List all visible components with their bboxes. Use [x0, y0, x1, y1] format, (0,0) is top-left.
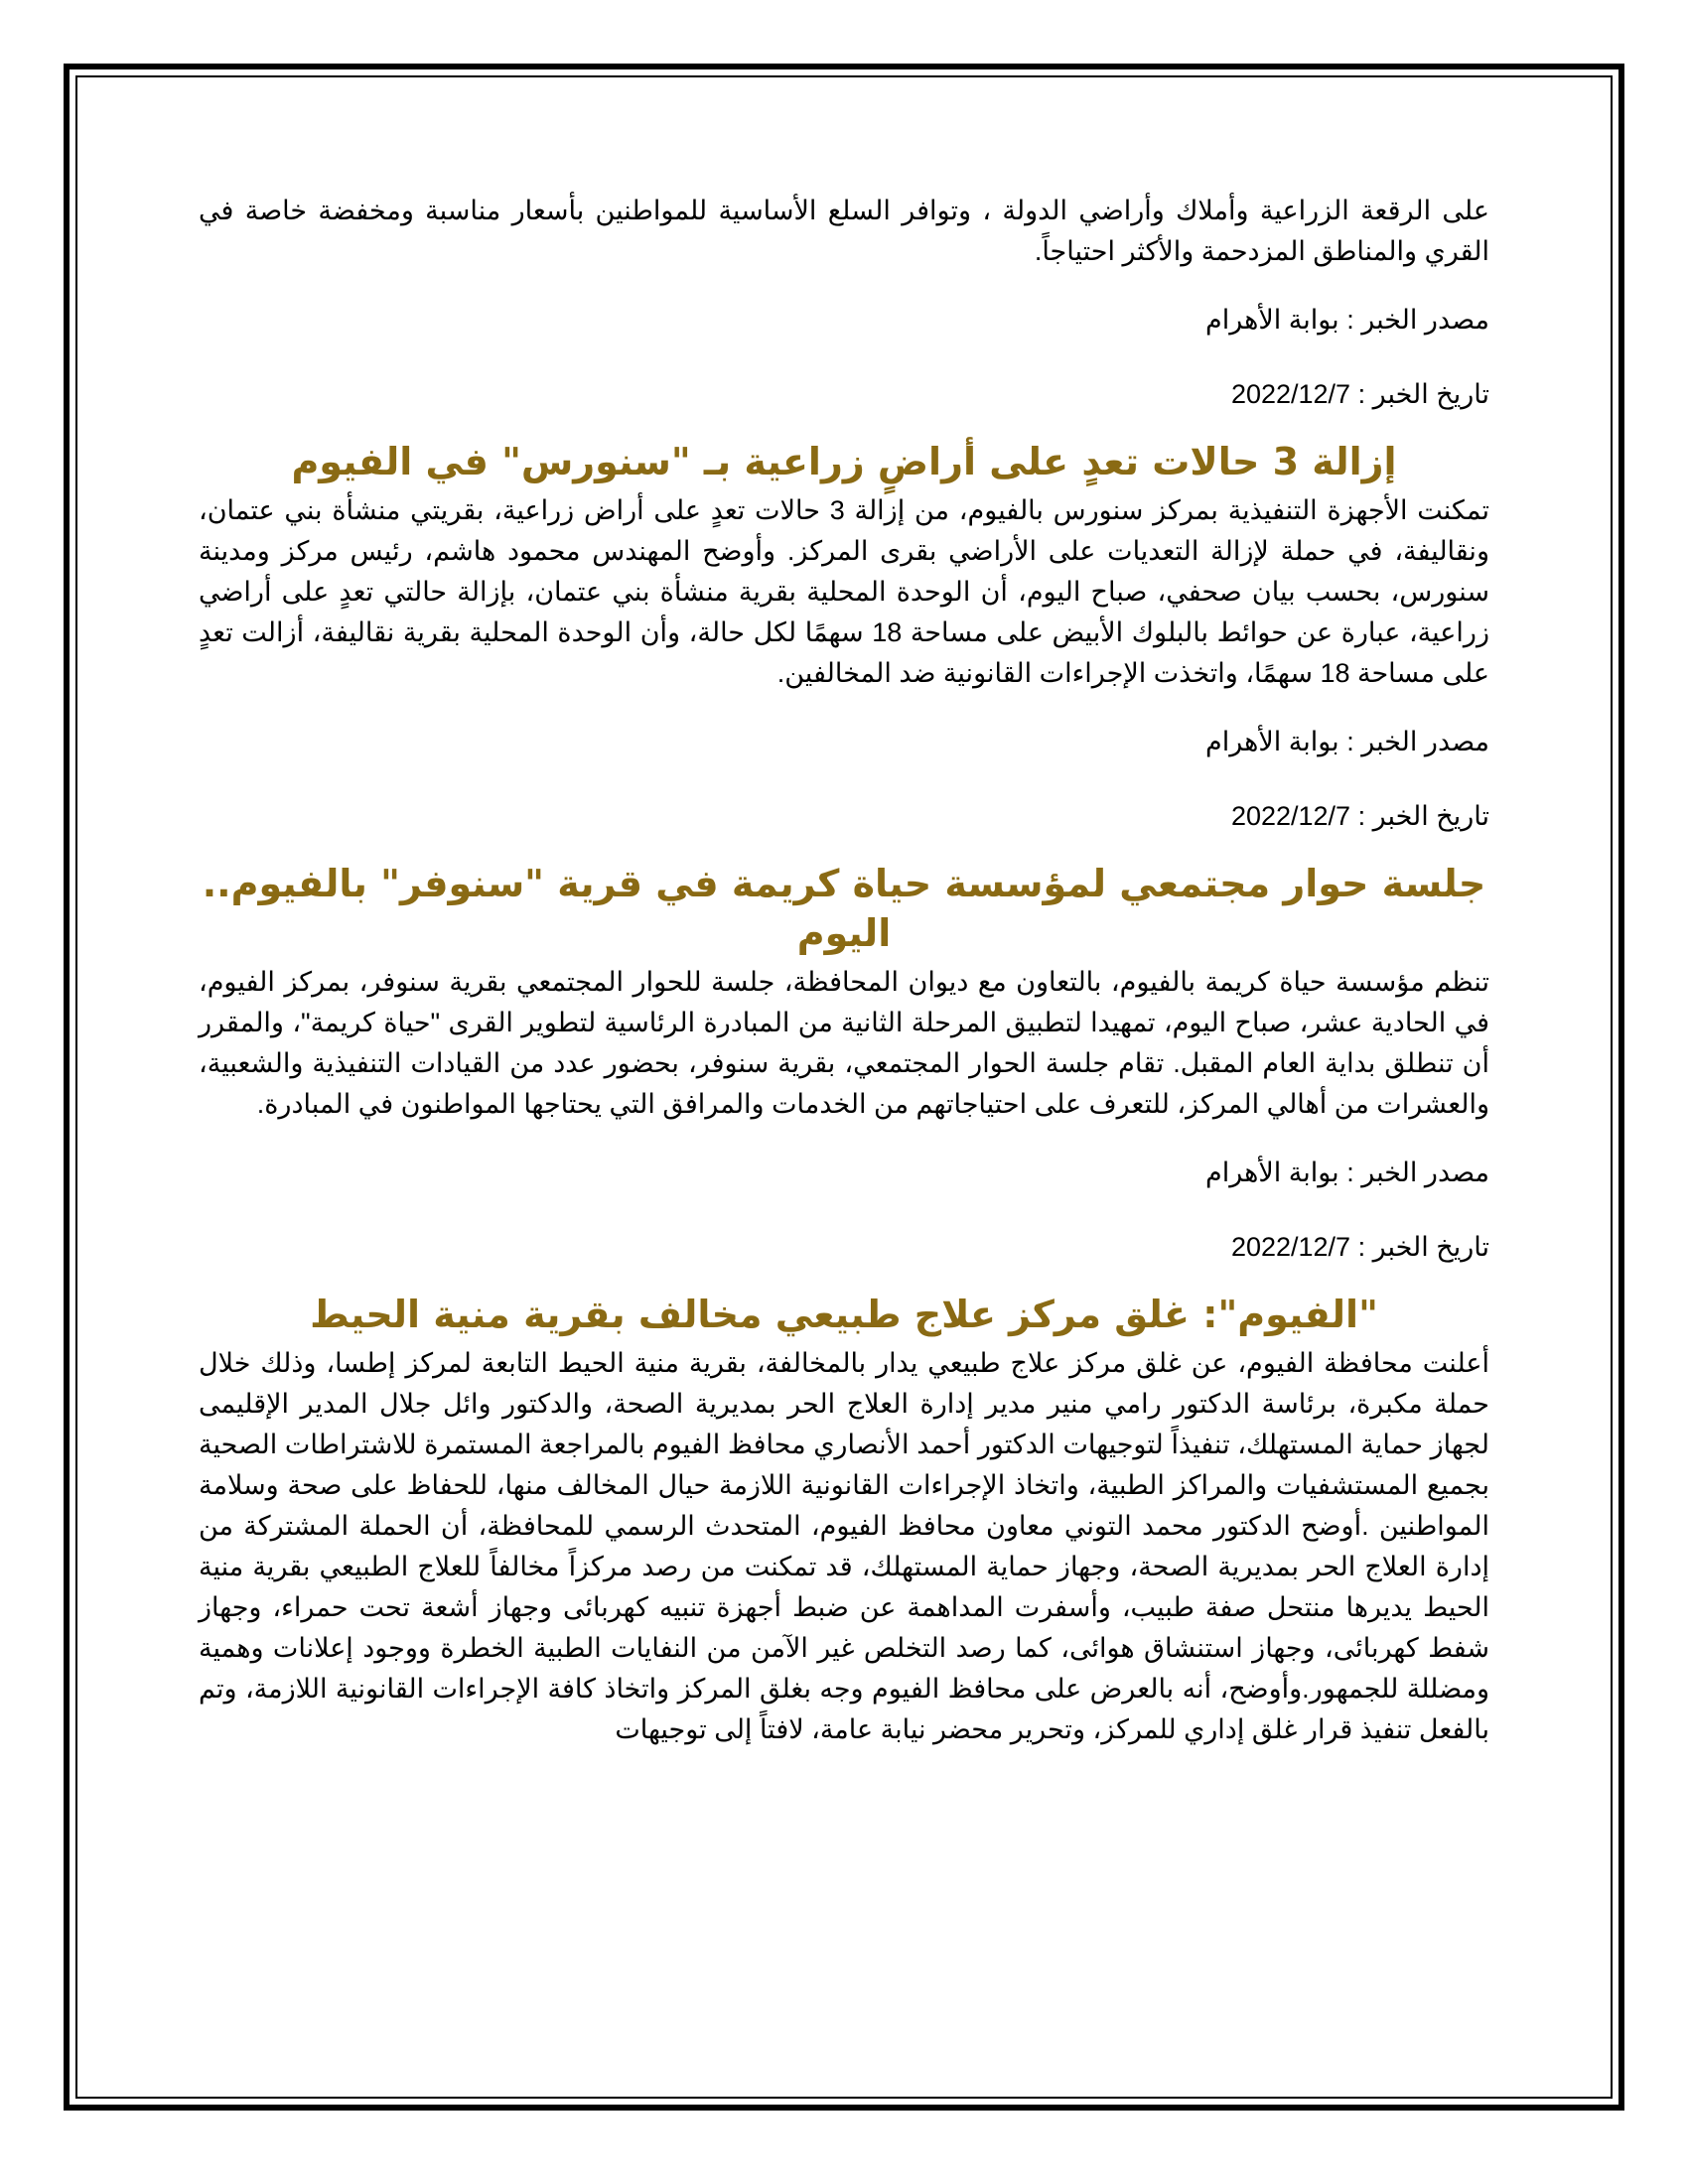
news-date: تاريخ الخبر : 2022/12/7 — [1230, 801, 1489, 831]
article-paragraph: تمكنت الأجهزة التنفيذية بمركز سنورس بالفيوم، من إزالة 3 حالات تعدٍ على أراض زراعية، بقريتي منشأة بني عتمان، ونقاليفة، في حملة لإزالة التعديات على الأراضي بقرى المركز. وأوضح المهندس محمود هاشم، رئيس مركز ومدينة سنورس، بحسب بيان صحفي، صباح اليوم، أن الوحدة المحلية بقرية منشأة بني عتمان، بإزالة حالتي تعدٍ على أراضي زراعية، عبارة عن حوائط بالبلوك الأبيض على مساحة 18 سهمًا لكل حالة، وأن الوحدة المحلية بقرية نقاليفة، أزالت تعدٍ على مساحة 18 سهمًا، واتخذت الإجراءات القانونية ضد المخالفين. — [199, 495, 1489, 688]
news-source: مصدر الخبر : بوابة الأهرام — [1204, 305, 1489, 335]
news-source: مصدر الخبر : بوابة الأهرام — [1204, 727, 1489, 756]
intro-paragraph: على الرقعة الزراعية وأملاك وأراضي الدولة ، وتوافر السلع الأساسية للمواطنين بأسعار مناسبة ومخفضة خاصة في القري والمناطق المزدحمة والأكثر احتياجاً. — [199, 196, 1489, 266]
article-1 — [199, 437, 1489, 837]
article-headline: إزالة 3 حالات تعدٍ على أراضٍ زراعية بـ "سنورس" في الفيوم — [291, 440, 1397, 483]
article-headline: جلسة حوار مجتمعي لمؤسسة حياة كريمة في قرية "سنوفر" بالفيوم.. اليوم — [202, 862, 1486, 955]
article-headline: "الفيوم": غلق مركز علاج طبيعي مخالف بقرية منية الحيط — [310, 1293, 1378, 1336]
news-date: تاريخ الخبر : 2022/12/7 — [1230, 1232, 1489, 1262]
article-paragraph: أعلنت محافظة الفيوم، عن غلق مركز علاج طبيعي يدار بالمخالفة، بقرية منية الحيط التابعة لمركز إطسا، وذلك خلال حملة مكبرة، برئاسة الدكتور رامي منير مدير إدارة العلاج الحر بمديرية الصحة، والدكتور وائل جلال المدير الإقليمى لجهاز حماية المستهلك، تنفيذاً لتوجيهات الدكتور أحمد الأنصاري محافظ الفيوم بالمراجعة المستمرة للاشتراطات الصحية بجميع المستشفيات والمراكز الطبية، واتخاذ الإجراءات القانونية اللازمة حيال المخالف منها، للحفاظ على صحة وسلامة المواطنين .أوضح الدكتور محمد التوني معاون محافظ الفيوم، المتحدث الرسمي للمحافظة، أن الحملة المشتركة من إدارة العلاج الحر بمديرية الصحة، وجهاز حماية المستهلك، قد تمكنت من رصد مركزاً مخالفاً للعلاج الطبيعي بقرية منية الحيط يديرها منتحل صفة طبيب، وأسفرت المداهمة عن ضبط أجهزة تنبيه كهربائى وجهاز أشعة تحت حمراء، وجهاز شفط كهربائى، وجهاز استنشاق هوائى، كما رصد التخلص غير الآمن من النفايات الطبية الخطرة ووجود إعلانات وهمية ومضللة للجمهور.وأوضح، أنه بالعرض على محافظ الفيوم وجه بغلق المركز واتخاذ كافة الإجراءات القانونية اللازمة، وتم بالفعل تنفيذ قرار غلق إداري للمركز، وتحرير محضر نيابة عامة، لافتاً إلى توجيهات — [199, 1348, 1489, 1744]
news-source: مصدر الخبر : بوابة الأهرام — [1204, 1158, 1489, 1187]
article-3 — [199, 1290, 1489, 1750]
news-date: تاريخ الخبر : 2022/12/7 — [1230, 379, 1489, 409]
document-body — [199, 191, 1489, 1750]
article-2 — [199, 859, 1489, 1268]
article-paragraph: تنظم مؤسسة حياة كريمة بالفيوم، بالتعاون مع ديوان المحافظة، جلسة للحوار المجتمعي بقرية سنوفر، بمركز الفيوم، في الحادية عشر، صباح اليوم، تمهيدا لتطبيق المرحلة الثانية من المبادرة الرئاسية لتطوير القرى "حياة كريمة"، والمقرر أن تنطلق بداية العام المقبل. تقام جلسة الحوار المجتمعي، بقرية سنوفر، بحضور عدد من القيادات التنفيذية والشعبية، والعشرات من أهالي المركز، للتعرف على احتياجاتهم من الخدمات والمرافق التي يحتاجها المواطنون في المبادرة. — [199, 967, 1489, 1119]
